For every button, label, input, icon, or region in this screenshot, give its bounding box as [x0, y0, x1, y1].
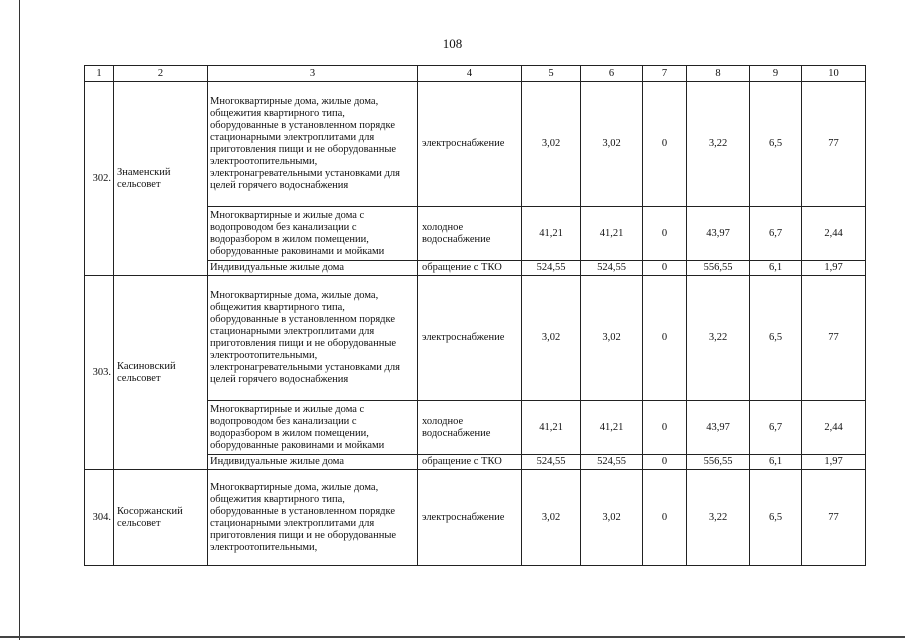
- value-cell: 6,1: [750, 261, 802, 276]
- value-cell: 2,44: [802, 401, 866, 455]
- service-name: электроснабжение: [418, 82, 522, 207]
- settlement-name: Касиновский сельсовет: [114, 276, 208, 470]
- header-cell: 4: [418, 66, 522, 82]
- value-cell: 524,55: [581, 261, 643, 276]
- value-cell: 524,55: [581, 455, 643, 470]
- service-name: электроснабжение: [418, 470, 522, 566]
- settlement-name: Косоржанский сельсовет: [114, 470, 208, 566]
- value-cell: 3,02: [581, 276, 643, 401]
- value-cell: 3,22: [687, 470, 750, 566]
- header-cell: 8: [687, 66, 750, 82]
- housing-type: Многоквартирные дома, жилые дома, общежития квартирного типа, оборудованные в установленном порядке стационарными электроплитами для приготовления пищи и не оборудованные электроотопительными, электронагревательными установками для целей горячего водоснабжения: [208, 82, 418, 207]
- value-cell: 0: [643, 455, 687, 470]
- header-row: [85, 66, 866, 82]
- value-cell: 6,1: [750, 455, 802, 470]
- row-number: 304.: [85, 470, 114, 566]
- table-row: [85, 470, 866, 566]
- table-row: [85, 276, 866, 401]
- scan-bottom-edge: [0, 636, 905, 638]
- header-cell: 2: [114, 66, 208, 82]
- service-name: электроснабжение: [418, 276, 522, 401]
- page-number: 108: [442, 36, 463, 51]
- value-cell: 3,02: [522, 82, 581, 207]
- table-row: [85, 82, 866, 207]
- housing-type: Многоквартирные дома, жилые дома, общежития квартирного типа, оборудованные в установленном порядке стационарными электроплитами для приготовления пищи и не оборудованные электроотопительными, электронагревательными установками для целей горячего водоснабжения: [208, 276, 418, 401]
- value-cell: 77: [802, 82, 866, 207]
- tariff-table: [84, 65, 866, 566]
- value-cell: 6,7: [750, 207, 802, 261]
- header-cell: 6: [581, 66, 643, 82]
- housing-type: Многоквартирные и жилые дома с водопроводом без канализации с водоразбором в жилом помещении, оборудованные раковинами и мойками: [208, 207, 418, 261]
- service-name: обращение с ТКО: [418, 261, 522, 276]
- value-cell: 2,44: [802, 207, 866, 261]
- value-cell: 6,7: [750, 401, 802, 455]
- value-cell: 0: [643, 276, 687, 401]
- row-number: 302.: [85, 82, 114, 276]
- value-cell: 1,97: [802, 455, 866, 470]
- header-cell: 10: [802, 66, 866, 82]
- header-cell: 3: [208, 66, 418, 82]
- value-cell: 0: [643, 261, 687, 276]
- value-cell: 3,22: [687, 276, 750, 401]
- value-cell: 3,02: [581, 470, 643, 566]
- value-cell: 41,21: [581, 207, 643, 261]
- value-cell: 43,97: [687, 401, 750, 455]
- value-cell: 41,21: [522, 401, 581, 455]
- housing-type: Индивидуальные жилые дома: [208, 455, 418, 470]
- value-cell: 0: [643, 207, 687, 261]
- value-cell: 524,55: [522, 455, 581, 470]
- row-number: 303.: [85, 276, 114, 470]
- value-cell: 41,21: [581, 401, 643, 455]
- header-cell: 7: [643, 66, 687, 82]
- value-cell: 43,97: [687, 207, 750, 261]
- value-cell: 3,22: [687, 82, 750, 207]
- value-cell: 77: [802, 470, 866, 566]
- value-cell: 1,97: [802, 261, 866, 276]
- value-cell: 524,55: [522, 261, 581, 276]
- value-cell: 77: [802, 276, 866, 401]
- value-cell: 6,5: [750, 276, 802, 401]
- value-cell: 0: [643, 401, 687, 455]
- housing-type: Индивидуальные жилые дома: [208, 261, 418, 276]
- value-cell: 3,02: [581, 82, 643, 207]
- value-cell: 556,55: [687, 455, 750, 470]
- value-cell: 3,02: [522, 276, 581, 401]
- housing-type: Многоквартирные и жилые дома с водопроводом без канализации с водоразбором в жилом помещении, оборудованные раковинами и мойками: [208, 401, 418, 455]
- header-cell: 5: [522, 66, 581, 82]
- value-cell: 0: [643, 82, 687, 207]
- value-cell: 6,5: [750, 470, 802, 566]
- service-name: холодное водоснабжение: [418, 401, 522, 455]
- service-name: холодное водоснабжение: [418, 207, 522, 261]
- header-cell: 9: [750, 66, 802, 82]
- value-cell: 6,5: [750, 82, 802, 207]
- service-name: обращение с ТКО: [418, 455, 522, 470]
- scan-edge-line: [19, 0, 20, 640]
- header-cell: 1: [85, 66, 114, 82]
- value-cell: 41,21: [522, 207, 581, 261]
- value-cell: 0: [643, 470, 687, 566]
- housing-type: Многоквартирные дома, жилые дома, общежития квартирного типа, оборудованные в установленном порядке стационарными электроплитами для приготовления пищи и не оборудованные электроотопительными,: [208, 470, 418, 566]
- settlement-name: Знаменский сельсовет: [114, 82, 208, 276]
- value-cell: 3,02: [522, 470, 581, 566]
- value-cell: 556,55: [687, 261, 750, 276]
